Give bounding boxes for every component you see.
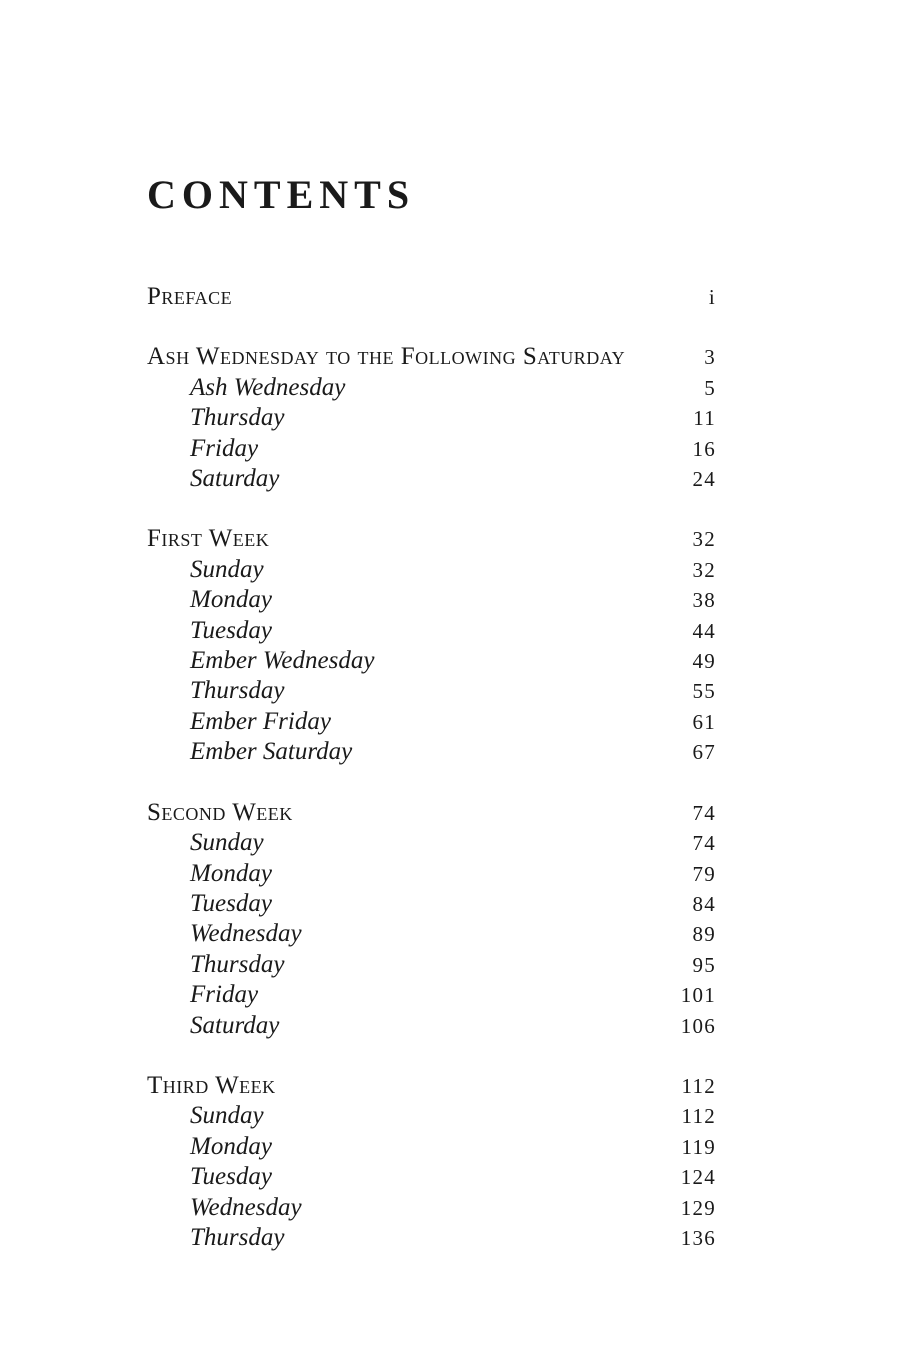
toc-entry-page-number: 74 [692,800,716,825]
toc-subentry-label: Friday [190,981,259,1009]
toc-entry-label: Second Week [147,798,293,826]
toc-subentry-page-number: 74 [692,831,716,856]
toc-subentry-label: Thursday [190,1223,285,1251]
toc-subentry [147,434,716,464]
toc-subentry-page-number: 84 [692,891,716,916]
toc-subentry-page-number: 55 [692,679,716,704]
toc-subentry [147,555,716,585]
toc-subentry-label: Thursday [190,404,285,432]
toc-entry-page-number: 112 [681,1073,716,1098]
toc-subentry [147,646,716,676]
toc-subentry-label: Ember Wednesday [190,647,375,675]
toc-subentry [147,707,716,737]
toc-subentry [147,1162,716,1192]
toc-subentry-page-number: 5 [704,375,716,400]
page-title: CONTENTS [147,172,416,217]
toc-subentry [147,1223,716,1253]
toc-subentry-label: Ember Saturday [190,738,353,766]
toc-subentry [147,1011,716,1041]
toc-entry-page-number: 32 [692,527,716,552]
toc-subentry-label: Monday [190,859,272,887]
toc-subentry [147,859,716,889]
toc-subentry-label: Tuesday [190,889,272,917]
toc-subentry-page-number: 89 [692,922,716,947]
toc-entry [147,524,716,554]
toc-subentry [147,828,716,858]
toc-subentry-page-number: 32 [692,557,716,582]
toc-entry [147,798,716,828]
toc-entry [147,1071,716,1101]
toc-subentry-label: Friday [190,434,259,462]
toc-subentry-label: Saturday [190,1011,280,1039]
toc-subentry-label: Thursday [190,677,285,705]
toc-section [147,798,716,1041]
toc-subentry-label: Wednesday [190,1193,302,1221]
toc-subentry [147,1193,716,1223]
toc-subentry [147,464,716,494]
toc-subentry-label: Wednesday [190,920,302,948]
toc-subentry-label: Tuesday [190,616,272,644]
toc-subentry [147,919,716,949]
toc-section [147,524,716,767]
toc-subentry-page-number: 124 [680,1165,716,1190]
toc-subentry-label: Thursday [190,950,285,978]
toc-subentry-page-number: 49 [692,649,716,674]
toc-subentry-page-number: 11 [693,406,716,431]
toc-subentry [147,737,716,767]
toc-subentry-page-number: 16 [692,436,716,461]
toc-subentry-page-number: 106 [680,1013,716,1038]
toc-entry-page-number: 3 [704,345,716,370]
toc-subentry-page-number: 136 [680,1225,716,1250]
toc-subentry-page-number: 112 [681,1104,716,1129]
toc-section [147,342,716,494]
toc-subentry [147,950,716,980]
toc-subentry-label: Monday [190,586,272,614]
toc-subentry [147,980,716,1010]
toc-subentry-page-number: 101 [680,983,716,1008]
toc-subentry-label: Monday [190,1132,272,1160]
toc-entry-label: First Week [147,525,270,553]
toc-subentry [147,403,716,433]
toc-subentry-page-number: 95 [692,952,716,977]
toc-subentry [147,676,716,706]
toc-entry-label: Preface [147,283,233,310]
toc-subentry-page-number: 38 [692,588,716,613]
toc-subentry-page-number: 67 [692,740,716,765]
toc-subentry-label: Ash Wednesday [190,373,346,401]
toc-entry [147,282,716,312]
toc-subentry-label: Ember Friday [190,707,331,735]
toc-entry-page-number: i [708,285,716,309]
toc-subentry-label: Tuesday [190,1163,272,1191]
toc-subentry [147,616,716,646]
toc-subentry-page-number: 119 [681,1134,716,1159]
toc-subentry-page-number: 44 [692,618,716,643]
toc-subentry [147,585,716,615]
toc-entry-label: Third Week [147,1071,276,1099]
table-of-contents [147,282,716,1253]
toc-entry [147,342,716,372]
toc-subentry-label: Sunday [190,555,264,583]
toc-subentry-label: Sunday [190,1102,264,1130]
toc-subentry-page-number: 61 [692,709,716,734]
toc-entry-label: Ash Wednesday to the Following Saturday [147,343,626,371]
toc-section [147,1071,716,1253]
toc-subentry-label: Saturday [190,465,280,493]
toc-subentry-page-number: 24 [692,467,716,492]
toc-subentry [147,373,716,403]
toc-subentry [147,1101,716,1131]
toc-subentry [147,889,716,919]
toc-subentry-page-number: 129 [680,1195,716,1220]
toc-subentry-label: Sunday [190,829,264,857]
toc-subentry-page-number: 79 [692,861,716,886]
toc-section [147,282,716,312]
toc-subentry [147,1132,716,1162]
